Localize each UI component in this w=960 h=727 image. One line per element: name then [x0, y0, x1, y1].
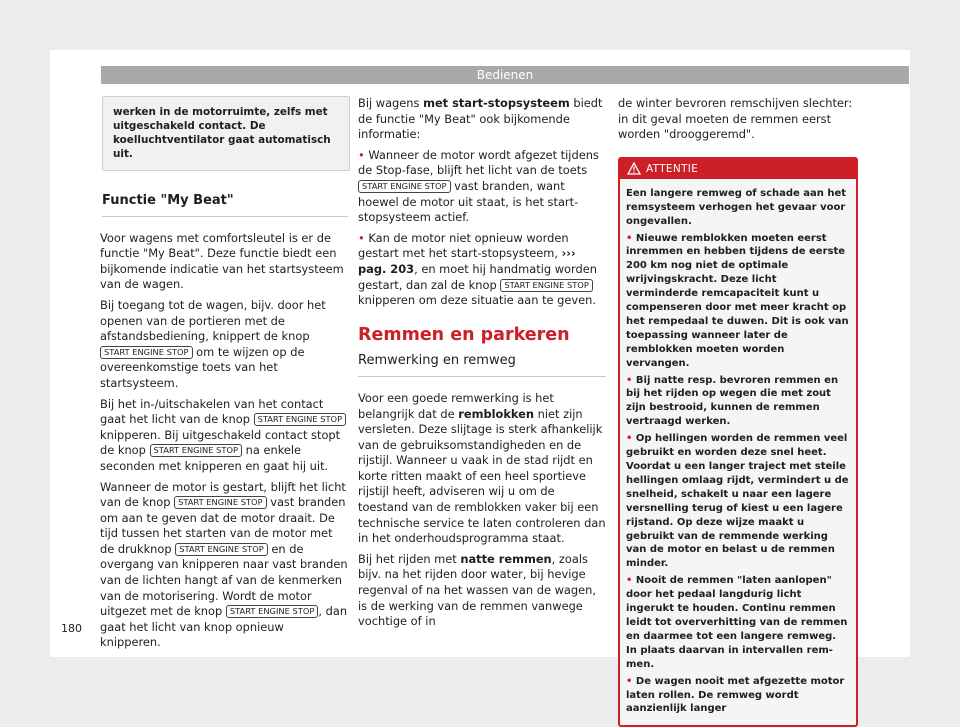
paragraph: Bij toegang tot de wagen, bijv. door het openen van de portieren met de afstandsbediening, knippert de knop START ENGINE STOP om te wijzen op de overeenkomstige toets van het startsysteem. [100, 297, 326, 390]
list-item: • De wagen nooit met afgezette motor laten rollen. De remweg wordt aanzienlijk langer [626, 675, 845, 715]
attention-box [618, 157, 858, 727]
list-item: • Wanneer de motor wordt afgezet tijdens de Stop-fase, blijft het licht van de toets START ENGINE STOP vast branden, want hoewel de motor uit staat, is het start-stopsysteem actief. [358, 147, 599, 225]
list-item: • Nieuwe remblokken moeten eerst inremmen en hebben tijdens de eerste 200 km nog niet de optimale wrijvingskracht. Deze licht verminderde remcapaciteit kunt u compenseren door met meer kracht op het rempedaal te duwen. Dit is ook van toepassing wanneer later de remblokken moeten worden vervangen. [626, 232, 849, 369]
column-3 [618, 96, 858, 727]
bullet-icon: • [626, 575, 633, 587]
manual-page [50, 50, 910, 715]
bullet-icon: • [626, 374, 633, 386]
subsection-title: Remwerking en remweg [358, 351, 606, 377]
start-engine-stop-key: START ENGINE STOP [150, 444, 243, 457]
heading-my-beat: Functie "My Beat" [102, 191, 348, 217]
start-engine-stop-key: START ENGINE STOP [254, 413, 347, 426]
section-title: Remmen en parkeren [358, 324, 570, 345]
bullet-icon: • [358, 230, 365, 245]
attention-body [620, 179, 856, 726]
start-engine-stop-key: START ENGINE STOP [358, 180, 451, 193]
column-1 [100, 96, 348, 656]
list-item: • Op hellingen worden de remmen veel gebruikt en worden deze snel heet. Voordat u een langer traject met steile hellingen omlaag rijdt, vermindert u de snelheid, schakelt u naar een lagere versnelling terug of kiest u een lagere rijstand. Op deze wijze maakt u gebruikt van de remmende werking van de motor en belast u de remmen minder. [626, 433, 849, 570]
start-engine-stop-key: START ENGINE STOP [226, 605, 319, 618]
bullet-icon: • [358, 147, 365, 162]
start-engine-stop-key: START ENGINE STOP [500, 279, 593, 292]
list-item: • Bij natte resp. bevroren remmen en bij het rijden op wegen die met zout zijn bestrooid, kunnen de remmen vertraagd werken. [626, 374, 839, 428]
paragraph: de winter bevroren remschijven slechter: in dit geval moeten de remmen eerst worden "drooggeremd". [618, 96, 853, 142]
paragraph: Voor een goede remwerking is het belangrijk dat de remblokken niet zijn versleten. Deze slijtage is sterk afhankelijk van de gebruiksomstandigheden en de rijstijl. Wanneer u vaak in de stad rijdt en korte ritten maakt of een heel sportieve rijstijl heeft, adviseren wij u om de toestand van de remblokken vaker bij een technische service te laten controleren dan in het onderhoudsprogramma staat. [358, 390, 606, 546]
page-number: 180 [61, 622, 82, 635]
list-item: • Nooit de remmen "laten aanlopen" door het pedaal langdurig licht ingerukt te houden. Continu remmen leidt tot oververhitting van de remmen en daarmee tot een langere remweg. In plaats daarvan in intervallen remmen. [626, 575, 848, 670]
paragraph: Voor wagens met comfortsleutel is er de functie "My Beat". Deze functie biedt een bijkomende indicatie van het startsysteem van de wagen. [100, 230, 344, 292]
list-item: • Kan de motor niet opnieuw worden gestart met het start-stopsysteem, ››› pag. 203, en moet hij handmatig worden gestart, dan zal de knop START ENGINE STOP knipperen om deze situatie aan te geven. [358, 230, 597, 308]
bullet-icon: • [626, 433, 633, 445]
column-2 [358, 96, 606, 635]
paragraph: Bij wagens met start-stopsysteem biedt de functie "My Beat" ook bijkomende informatie: [358, 96, 603, 142]
start-engine-stop-key: START ENGINE STOP [100, 346, 193, 359]
paragraph: Bij het rijden met natte remmen, zoals bijv. na het rijden door water, bij hevige regenval of na het wassen van de wagen, is de werking van de remmen vanwege vochtige of in [358, 551, 596, 629]
bullet-icon: • [626, 232, 633, 244]
paragraph: Wanneer de motor is gestart, blijft het licht van de knop START ENGINE STOP vast branden om aan te geven dat de motor draait. De tijd tussen het starten van de motor met de drukknop START ENGINE STOP en de overgang van knipperen naar vast branden van de lichten hangt af van de kenmerken van de motorisering. Wordt de motor uitgezet met de knop START ENGINE STOP , dan gaat het licht van knop opnieuw knipperen. [100, 479, 348, 650]
paragraph: Bij het in-/uitschakelen van het contact gaat het licht van de knop START ENGINE STOP knipperen. Bij uitgeschakeld contact stopt de knop START ENGINE STOP na enkele seconden met knipperen en gaat hij uit. [100, 397, 348, 475]
warning-triangle-icon [627, 162, 641, 175]
continued-warning-box: werken in de motorruimte, zelfs met uitgeschakeld contact. De koelluchtventilator gaat automatisch uit. [102, 96, 350, 171]
start-engine-stop-key: START ENGINE STOP [174, 496, 267, 509]
attention-intro: Een langere remweg of schade aan het remsysteem verhogen het gevaar voor ongevallen. [626, 187, 847, 227]
bullet-icon: • [626, 675, 633, 687]
section-header: Bedienen [101, 66, 909, 84]
page-reference-link[interactable]: ››› pag. 203 [358, 246, 576, 276]
attention-header: ATTENTIE [620, 159, 856, 179]
start-engine-stop-key: START ENGINE STOP [175, 543, 268, 556]
